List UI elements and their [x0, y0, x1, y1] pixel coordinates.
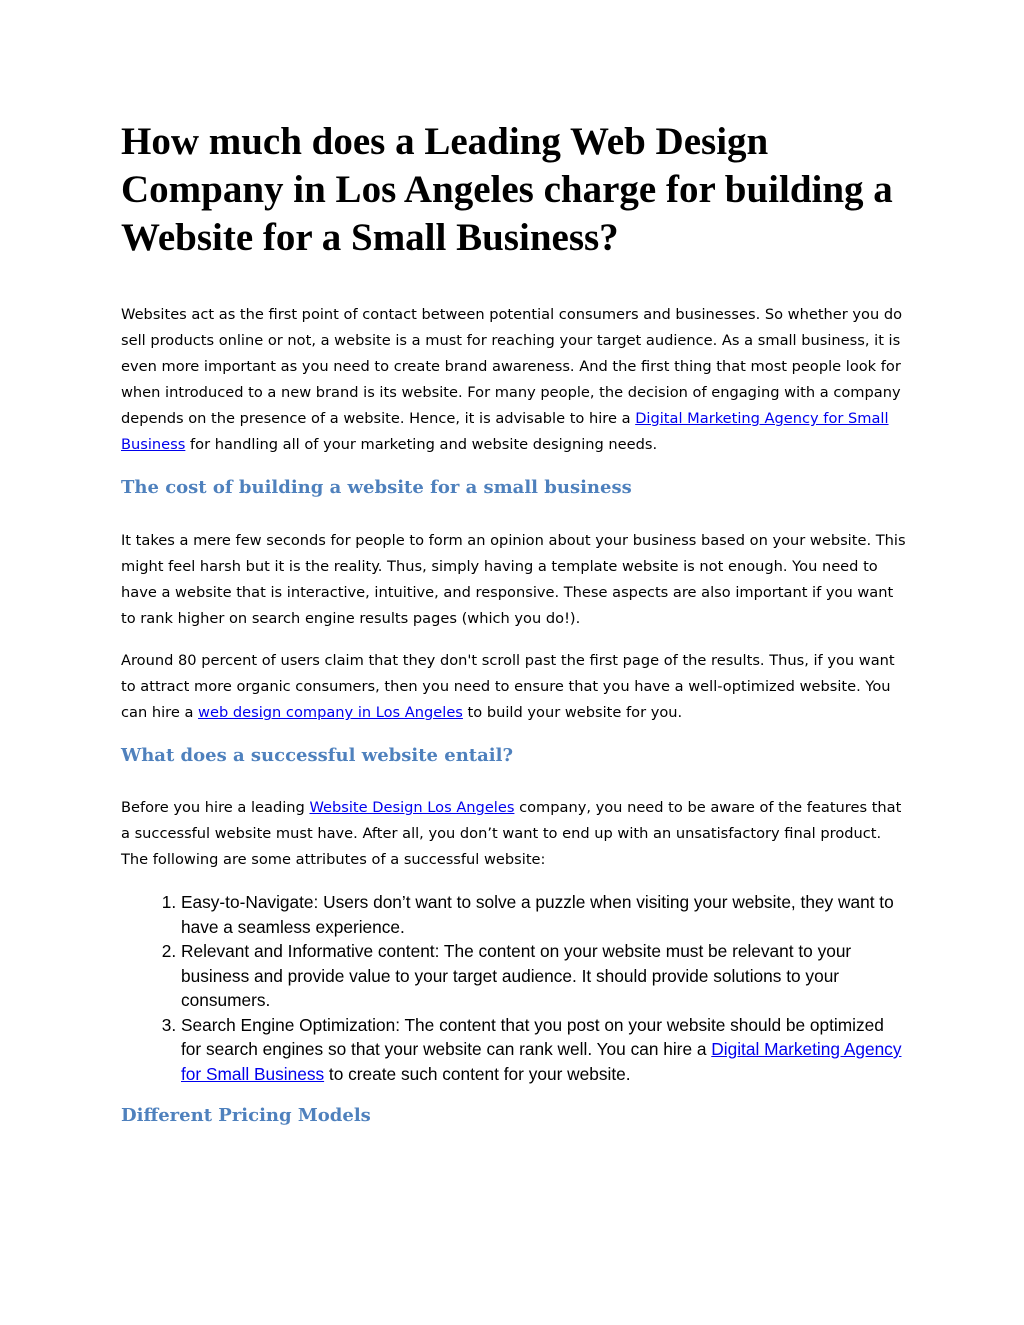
- list-item-text-after-link: to create such content for your website.: [324, 1063, 631, 1084]
- section-heading-pricing-models: Different Pricing Models: [121, 1105, 371, 1126]
- list-item: [181, 1013, 906, 1087]
- page-title: How much does a Leading Web Design Company in Los Angeles charge for building a Website for a Small Business?: [121, 120, 893, 259]
- cost-paragraph-1: It takes a mere few seconds for people to form an opinion about your business based on your website. This might feel harsh but it is the reality. Thus, simply having a template website is not enough. You need to have a website that is interactive, intuitive, and responsive. These aspects are also important if you want to rank higher on search engine results pages (which you do!).: [121, 532, 906, 627]
- cost-paragraph-2-after-link: to build your website for you.: [462, 704, 683, 721]
- cost-paragraph-2-before-link: Around 80 percent of users claim that they don't scroll past the first page of the results. Thus, if you want to attract more organic consumers, then you need to ensure that you have a well-optimized website. You can hire a: [121, 652, 895, 721]
- success-paragraph: [121, 795, 906, 873]
- success-paragraph-after-link: company, you need to be aware of the features that a successful website must have. After all, you don’t want to end up with an unsatisfactory final product. The following are some attributes of a successful website:: [121, 799, 902, 868]
- intro-text-before-link: Websites act as the first point of contact between potential consumers and businesses. So whether you do sell products online or not, a website is a must for reaching your target audience. As a small business, it is even more important as you need to create brand awareness. And the first thing that most people look for when introduced to a new brand is its website. For many people, the decision of engaging with a company depends on the presence of a website. Hence, it is advisable to hire a: [121, 306, 903, 427]
- digital-marketing-agency-link-2[interactable]: Digital Marketing Agency for Small Business: [181, 1039, 902, 1084]
- digital-marketing-agency-link[interactable]: Digital Marketing Agency for Small Business: [121, 410, 889, 453]
- list-item: 2. Relevant and Informative content: The content on your website must be relevant to your business and provide value to your target audience. It should provide solutions to your consumers.: [181, 939, 906, 1013]
- attributes-list: [121, 890, 906, 1086]
- list-item: 1. Easy-to-Navigate: Users don’t want to solve a puzzle when visiting your website, they want to have a seamless experience.: [181, 890, 906, 939]
- website-design-la-link[interactable]: Website Design Los Angeles: [309, 799, 515, 816]
- list-item-text-before-link: Search Engine Optimization: The content that you post on your website should be optimized for search engines so that your website can rank well. You can hire a: [181, 1014, 884, 1059]
- success-paragraph-before-link: Before you hire a leading: [121, 799, 310, 816]
- section-heading-cost: The cost of building a website for a small business: [121, 477, 632, 498]
- cost-paragraph-2: [121, 648, 906, 726]
- web-design-company-la-link[interactable]: web design company in Los Angeles: [198, 704, 463, 721]
- intro-text-after-link: for handling all of your marketing and website designing needs.: [185, 436, 658, 453]
- intro-paragraph: [121, 302, 906, 458]
- section-heading-successful-website: What does a successful website entail?: [121, 745, 513, 766]
- document-page: [121, 118, 906, 1156]
